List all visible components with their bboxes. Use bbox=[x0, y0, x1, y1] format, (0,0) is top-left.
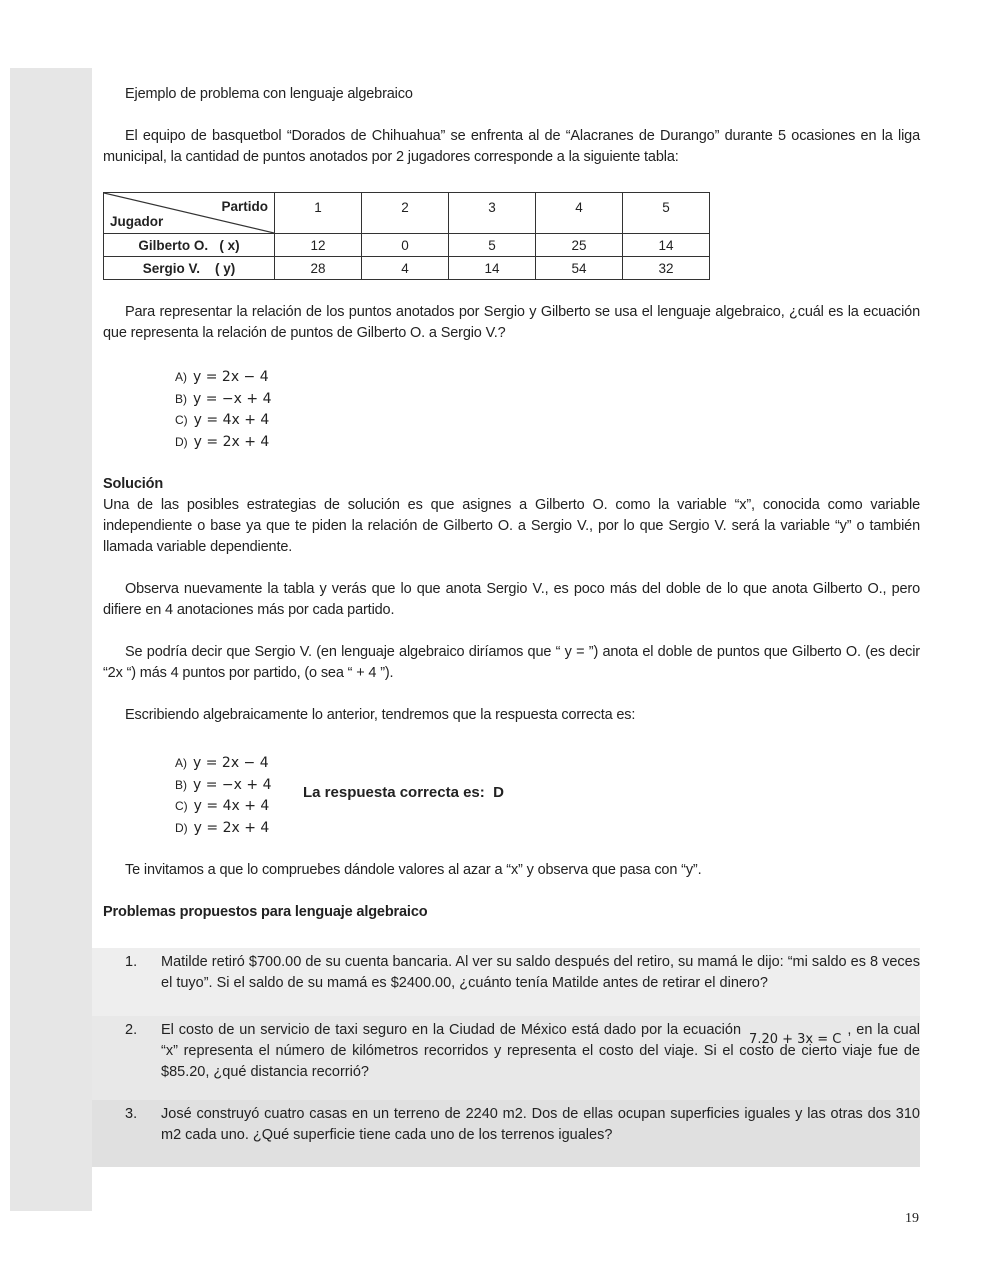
column-header: 1 bbox=[275, 193, 362, 234]
table-cell: 28 bbox=[275, 257, 362, 280]
column-header: 4 bbox=[536, 193, 623, 234]
table-header-row bbox=[104, 193, 710, 234]
solution-paragraph-2: Observa nuevamente la tabla y verás que lo que anota Sergio V., es poco más del doble de lo que anota Gilberto O., pero difiere en 4 anotaciones más por cada partido. bbox=[103, 581, 920, 618]
option-item: C) y = 4x + 4 bbox=[175, 412, 270, 428]
solution-paragraph-1: Una de las posibles estrategias de solución es que asignes a Gilberto O. como la variable “x”, conocida como variable independiente o base ya que te piden la relación de Gilberto O. a Sergio V., por lo que Sergio V. será la variable “y” o también llamada variable dependiente. bbox=[103, 497, 920, 555]
table-cell: 12 bbox=[275, 234, 362, 257]
options-list bbox=[175, 366, 920, 452]
row-label: Sergio V. ( y) bbox=[104, 257, 275, 280]
problem-item bbox=[92, 948, 920, 1016]
problem-text: Matilde retiró $700.00 de su cuenta bancaria. Al ver su saldo después del retiro, su mamá le dijo: “mi saldo es 8 veces el tuyo”. Si el saldo de su mamá es $2400.00, ¿cuánto tenía Matilde antes de retirar el dinero? bbox=[161, 954, 920, 991]
table-cell: 25 bbox=[536, 234, 623, 257]
problem-number: 1. bbox=[125, 954, 138, 970]
equation: 7.20 + 3x = C bbox=[749, 1032, 842, 1047]
option-item: D) y = 2x + 4 bbox=[175, 819, 270, 836]
problem-item bbox=[92, 1100, 920, 1167]
answer-block bbox=[103, 752, 920, 838]
solution-title: Solución bbox=[103, 476, 164, 492]
problem-number: 3. bbox=[125, 1106, 138, 1122]
table-row bbox=[104, 234, 710, 257]
solution-paragraph-4: Escribiendo algebraicamente lo anterior, tendremos que la respuesta correcta es: bbox=[125, 707, 636, 723]
table-cell: 54 bbox=[536, 257, 623, 280]
invite-paragraph: Te invitamos a que lo compruebes dándole valores al azar a “x” y observa que pasa con “y”. bbox=[125, 862, 702, 878]
option-item: A) y = 2x − 4 bbox=[175, 755, 269, 771]
column-header: 5 bbox=[623, 193, 710, 234]
option-item: B) y = −x + 4 bbox=[175, 776, 272, 793]
table-corner-cell bbox=[104, 193, 275, 234]
problem-text: José construyó cuatro casas en un terreno de 2240 m2. Dos de ellas ocupan superficies iguales y las otras dos 310 m2 cada uno. ¿Qué superficie tiene cada uno de los terrenos iguales? bbox=[161, 1106, 920, 1143]
page-number: 19 bbox=[905, 1211, 919, 1226]
problems-list bbox=[92, 948, 920, 1167]
column-header: 3 bbox=[449, 193, 536, 234]
problem-number: 2. bbox=[125, 1022, 138, 1038]
option-item: C) y = 4x + 4 bbox=[175, 798, 270, 814]
table-cell: 4 bbox=[362, 257, 449, 280]
intro-paragraph: El equipo de basquetbol “Dorados de Chihuahua” se enfrenta al de “Alacranes de Durango” durante 5 ocasiones en la liga municipal, la cantidad de puntos anotados por 2 jugadores corresponde a la siguiente tabla: bbox=[103, 128, 920, 165]
table-cell: 14 bbox=[623, 234, 710, 257]
option-item: D) y = 2x + 4 bbox=[175, 433, 270, 450]
column-header: 2 bbox=[362, 193, 449, 234]
question-paragraph: Para representar la relación de los puntos anotados por Sergio y Gilberto se usa el lenguaje algebraico, ¿cuál es la ecuación que representa la relación de puntos de Gilberto O. a Sergio V.? bbox=[103, 304, 920, 341]
options-list-repeat bbox=[175, 752, 920, 838]
header-partido: Partido bbox=[221, 199, 268, 214]
points-table bbox=[103, 192, 710, 280]
page-content bbox=[103, 84, 920, 923]
solution-paragraph-3: Se podría decir que Sergio V. (en lenguaje algebraico diríamos que “ y = ”) anota el doble de puntos que Gilberto O. (es decir “2x “) más 4 puntos por partido, (o sea “ + 4 ”). bbox=[103, 644, 920, 681]
table-row bbox=[104, 257, 710, 280]
correct-answer-label: La respuesta correcta es: D bbox=[303, 784, 504, 801]
row-label: Gilberto O. ( x) bbox=[104, 234, 275, 257]
problem-text: El costo de un servicio de taxi seguro en la Ciudad de México está dado por la ecuación7.20 + 3x = C, en la cual “x” representa el número de kilómetros recorridos y representa el costo del viaje. Si el costo de cierto viaje fue de $85.20, ¿qué distancia recorrió? bbox=[161, 1022, 920, 1080]
table-cell: 14 bbox=[449, 257, 536, 280]
table-cell: 0 bbox=[362, 234, 449, 257]
option-item: A) y = 2x − 4 bbox=[175, 369, 269, 385]
option-item: B) y = −x + 4 bbox=[175, 390, 272, 407]
intro-title: Ejemplo de problema con lenguaje algebraico bbox=[125, 86, 413, 102]
problems-title: Problemas propuestos para lenguaje algebraico bbox=[103, 904, 428, 920]
page-margin-band bbox=[10, 68, 92, 1211]
header-jugador: Jugador bbox=[110, 214, 164, 229]
problem-item bbox=[92, 1016, 920, 1100]
table-cell: 5 bbox=[449, 234, 536, 257]
table-cell: 32 bbox=[623, 257, 710, 280]
